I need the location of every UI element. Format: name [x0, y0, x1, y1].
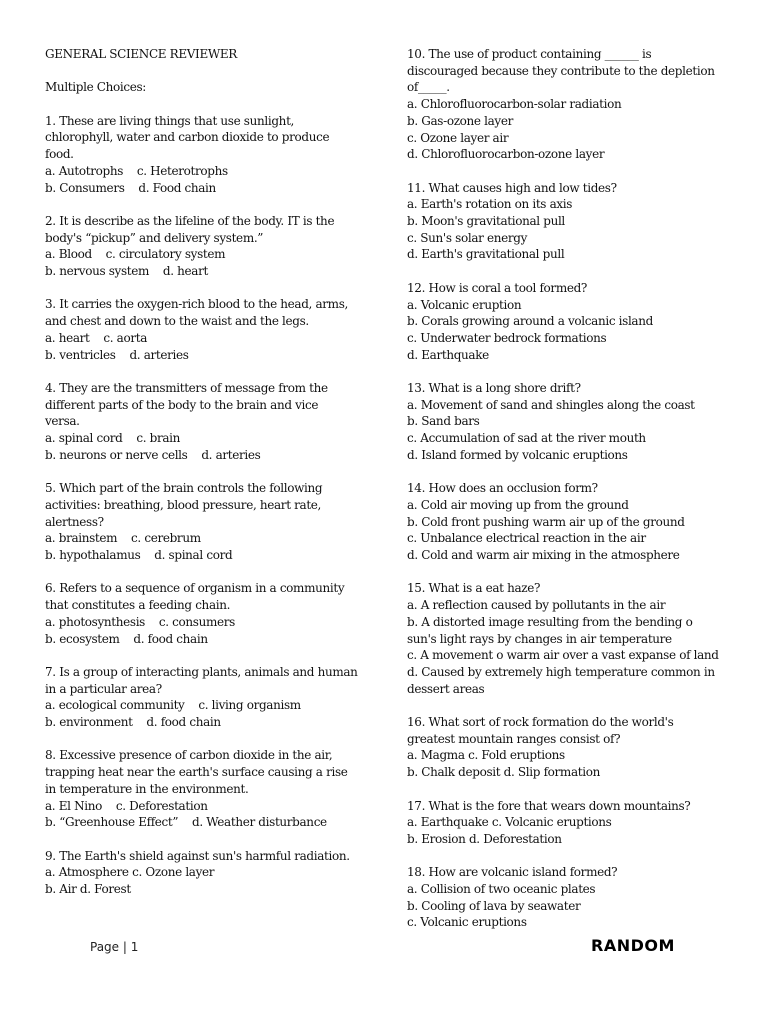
question-line: b. environment d. food chain	[45, 715, 221, 729]
question-line: food.	[45, 147, 74, 162]
question-block	[45, 113, 365, 197]
question-line: a. Earthquake c. Volcanic eruptions	[407, 815, 612, 830]
question-line: d. Island formed by volcanic eruptions	[407, 447, 628, 462]
question-line: b. ventricles d. arteries	[45, 347, 189, 362]
spacer	[407, 564, 737, 581]
question-block	[45, 580, 365, 647]
spacer	[407, 697, 737, 714]
question-line: b. hypothalamus d. spinal cord	[45, 548, 233, 562]
question-line: a. photosynthesis c. consumers	[45, 614, 235, 629]
question-line: c. Unbalance electrical reaction in the air	[407, 531, 646, 546]
spacer	[407, 464, 737, 481]
page-number: Page | 1	[90, 940, 139, 954]
question-line: c. Accumulation of sad at the river mouth	[407, 431, 646, 446]
question-line: c. Ozone layer air	[407, 130, 509, 145]
question-line: d. Caused by extremely high temperature common in	[407, 664, 715, 679]
question-line: a. Blood c. circulatory system	[45, 247, 226, 262]
question-line: 18. How are volcanic island formed?	[407, 865, 618, 880]
question-line: 5. Which part of the brain controls the following	[45, 481, 323, 496]
question-line: c. Underwater bedrock formations	[407, 330, 607, 345]
question-line: b. A distorted image resulting from the bending o	[407, 614, 693, 629]
question-block	[45, 213, 365, 280]
question-line: 17. What is the fore that wears down mountains?	[407, 798, 691, 813]
question-line: b. Consumers d. Food chain	[45, 180, 216, 195]
question-line: 2. It is describe as the lifeline of the body. IT is the	[45, 213, 335, 228]
question-block	[407, 380, 737, 464]
question-line: a. Earth's rotation on its axis	[407, 197, 573, 212]
spacer	[407, 163, 737, 180]
question-line: a. Magma c. Fold eruptions	[407, 748, 565, 763]
question-block	[407, 580, 737, 697]
question-line: 14. How does an occlusion form?	[407, 481, 598, 496]
spacer	[407, 781, 737, 798]
question-line: b. neurons or nerve cells d. arteries	[45, 447, 261, 462]
question-block	[45, 480, 365, 564]
question-line: a. Cold air moving up from the ground	[407, 497, 629, 512]
question-line: trapping heat near the earth's surface causing a rise	[45, 765, 348, 780]
question-line: activities: breathing, blood pressure, heart rate,	[45, 497, 322, 512]
right-column	[407, 46, 737, 931]
question-line: a. Atmosphere c. Ozone layer	[45, 865, 215, 880]
question-block	[45, 747, 365, 831]
question-line: a. ecological community c. living organism	[45, 698, 301, 713]
question-block	[407, 46, 737, 163]
question-line: sun's light rays by changes in air temperature	[407, 631, 672, 646]
question-line: b. Moon's gravitational pull	[407, 214, 565, 229]
question-line: 6. Refers to a sequence of organism in a community	[45, 581, 345, 596]
question-line: 10. The use of product containing ______ is	[407, 47, 652, 61]
question-line: a. Movement of sand and shingles along the coast	[407, 397, 695, 412]
spacer	[407, 848, 737, 865]
right-question-list	[407, 46, 737, 931]
question-line: 1. These are living things that use sunlight,	[45, 113, 295, 128]
question-block	[45, 664, 365, 731]
question-line: d. Earthquake	[407, 347, 489, 362]
spacer	[407, 363, 737, 380]
question-line: discouraged because they contribute to the depletion	[407, 63, 715, 78]
question-line: c. A movement o warm air over a vast expanse of land	[407, 648, 719, 663]
spacer	[45, 564, 365, 581]
left-column	[45, 46, 365, 898]
question-line: b. Chalk deposit d. Slip formation	[407, 765, 600, 780]
question-block	[45, 380, 365, 464]
question-line: b. “Greenhouse Effect” d. Weather disturbance	[45, 815, 327, 830]
question-line: a. Collision of two oceanic plates	[407, 882, 596, 897]
question-line: b. Gas-ozone layer	[407, 113, 513, 128]
question-line: d. Earth's gravitational pull	[407, 247, 565, 262]
question-line: versa.	[45, 414, 80, 429]
question-line: different parts of the body to the brain and vice	[45, 397, 319, 412]
section-heading: Multiple Choices:	[45, 80, 146, 95]
question-line: greatest mountain ranges consist of?	[407, 731, 621, 746]
question-line: 3. It carries the oxygen-rich blood to the head, arms,	[45, 297, 348, 312]
question-block	[407, 714, 737, 781]
question-block	[407, 480, 737, 564]
brand-logo-text: RANDOM	[591, 936, 675, 955]
question-line: alertness?	[45, 514, 104, 529]
spacer	[45, 280, 365, 297]
question-line: a. heart c. aorta	[45, 330, 148, 345]
question-line: b. Sand bars	[407, 414, 480, 429]
question-line: 13. What is a long shore drift?	[407, 381, 581, 396]
question-line: a. Chlorofluorocarbon-solar radiation	[407, 97, 622, 112]
spacer	[45, 63, 365, 80]
spacer	[45, 831, 365, 848]
question-line: and chest and down to the waist and the legs.	[45, 314, 309, 329]
question-block	[407, 280, 737, 364]
spacer	[45, 96, 365, 113]
question-block	[45, 848, 365, 898]
question-line: 15. What is a eat haze?	[407, 581, 541, 596]
question-block	[45, 296, 365, 363]
question-line: a. El Nino c. Deforestation	[45, 798, 208, 813]
spacer	[45, 731, 365, 748]
question-line: 11. What causes high and low tides?	[407, 180, 617, 195]
question-line: 16. What sort of rock formation do the world's	[407, 715, 674, 730]
spacer	[45, 647, 365, 664]
question-line: in a particular area?	[45, 681, 162, 696]
left-question-list	[45, 113, 365, 898]
question-line: that constitutes a feeding chain.	[45, 598, 231, 613]
question-line: in temperature in the environment.	[45, 781, 249, 796]
question-line: a. A reflection caused by pollutants in the air	[407, 598, 666, 613]
question-line: b. Air d. Forest	[45, 882, 131, 896]
question-line: body's “pickup” and delivery system.”	[45, 230, 264, 245]
question-line: b. Erosion d. Deforestation	[407, 831, 562, 846]
question-line: c. Sun's solar energy	[407, 230, 528, 245]
question-line: d. Chlorofluorocarbon-ozone layer	[407, 147, 605, 162]
question-line: 12. How is coral a tool formed?	[407, 280, 588, 295]
question-line: a. spinal cord c. brain	[45, 431, 181, 446]
question-block	[407, 864, 737, 931]
question-line: b. nervous system d. heart	[45, 264, 208, 279]
question-line: dessert areas	[407, 681, 485, 696]
question-line: 4. They are the transmitters of message from the	[45, 380, 328, 395]
question-line: b. ecosystem d. food chain	[45, 631, 208, 646]
spacer	[45, 196, 365, 213]
document-title: GENERAL SCIENCE REVIEWER	[45, 47, 237, 61]
spacer	[45, 464, 365, 481]
question-line: 9. The Earth's shield against sun's harmful radiation.	[45, 848, 350, 863]
question-block	[407, 798, 737, 848]
question-line: c. Volcanic eruptions	[407, 915, 527, 930]
question-line: b. Cooling of lava by seawater	[407, 898, 581, 913]
question-line: a. brainstem c. cerebrum	[45, 531, 201, 546]
question-line: chlorophyll, water and carbon dioxide to produce	[45, 130, 330, 145]
question-block	[407, 180, 737, 264]
question-line: 7. Is a group of interacting plants, animals and human	[45, 664, 358, 679]
question-line: a. Volcanic eruption	[407, 297, 522, 312]
spacer	[407, 263, 737, 280]
spacer	[45, 363, 365, 380]
question-line: a. Autotrophs c. Heterotrophs	[45, 163, 228, 178]
question-line: b. Cold front pushing warm air up of the ground	[407, 514, 685, 529]
question-line: of_____.	[407, 80, 450, 95]
question-line: b. Corals growing around a volcanic island	[407, 314, 653, 329]
question-line: d. Cold and warm air mixing in the atmosphere	[407, 548, 680, 563]
question-line: 8. Excessive presence of carbon dioxide in the air,	[45, 748, 333, 763]
